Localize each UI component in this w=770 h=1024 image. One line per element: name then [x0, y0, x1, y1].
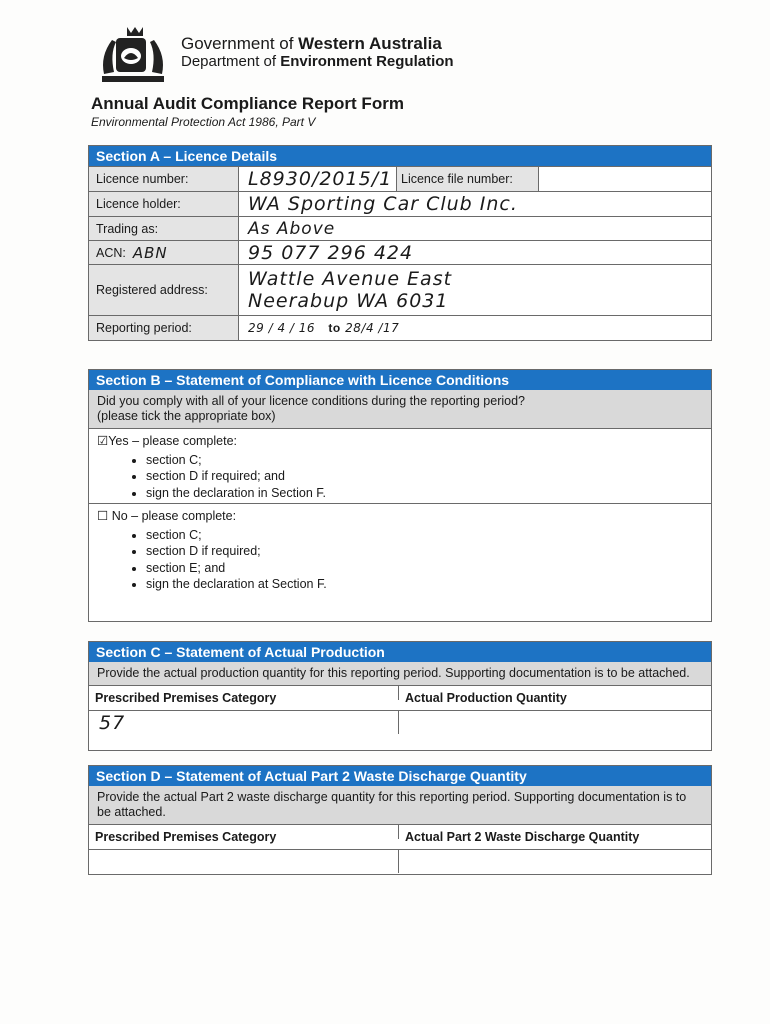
section-c-value-row	[89, 710, 711, 734]
reporting-period-label: Reporting period:	[89, 316, 239, 340]
section-d-title: Section D – Statement of Actual Part 2 Waste Discharge Quantity	[89, 766, 711, 786]
section-d-header-row	[89, 825, 711, 849]
acn-label: ACN: ABN	[89, 241, 239, 264]
section-d	[88, 765, 712, 875]
registered-address-label: Registered address:	[89, 265, 239, 315]
list-item: • section C;	[146, 452, 703, 469]
col-prescribed-premises-category: Prescribed Premises Category	[89, 825, 399, 839]
no-label: No – please complete:	[111, 509, 237, 523]
trading-as-label: Trading as:	[89, 217, 239, 240]
government-name: Government of Western Australia	[181, 34, 442, 53]
department-name: Department of Environment Regulation	[181, 53, 454, 70]
licence-file-number-label: Licence file number:	[396, 167, 539, 191]
row-reporting-period	[89, 315, 711, 340]
section-b-question: Did you comply with all of your licence conditions during the reporting period? (please tick the appropriate box)	[89, 390, 711, 428]
option-no	[89, 503, 711, 601]
licence-holder-label: Licence holder:	[89, 192, 239, 216]
acn-field[interactable]: 95 077 296 424	[248, 241, 414, 264]
option-yes	[89, 428, 711, 503]
wa-coat-of-arms-icon	[100, 24, 166, 86]
section-b	[88, 369, 712, 622]
form-title: Annual Audit Compliance Report Form	[91, 94, 404, 113]
yes-label: Yes – please complete:	[108, 434, 238, 448]
list-item: • section D if required; and	[146, 468, 703, 485]
licence-number-label: Licence number:	[89, 167, 239, 191]
row-registered-address	[89, 264, 711, 315]
no-checkbox[interactable]: ☐	[97, 509, 109, 523]
section-c	[88, 641, 712, 751]
production-quantity-field[interactable]	[399, 711, 711, 734]
list-item: • sign the declaration in Section F.	[146, 485, 703, 502]
section-c-description: Provide the actual production quantity for this reporting period. Supporting documentation is to be attached.	[89, 662, 711, 686]
section-d-value-row	[89, 849, 711, 873]
registered-address-field[interactable]: Wattle Avenue East Neerabup WA 6031	[248, 268, 453, 312]
list-item: • section D if required;	[146, 543, 703, 560]
category-field[interactable]: 57	[89, 711, 399, 734]
list-item: • section C;	[146, 527, 703, 544]
licence-holder-field[interactable]: WA Sporting Car Club Inc.	[248, 193, 518, 215]
list-item: • section E; and	[146, 560, 703, 577]
list-item: • sign the declaration at Section F.	[146, 576, 703, 593]
section-b-title: Section B – Statement of Compliance with Licence Conditions	[89, 370, 711, 390]
reporting-period-field[interactable]: 29 / 4 / 16 to 28/4 /17	[248, 321, 400, 335]
section-c-title: Section C – Statement of Actual Production	[89, 642, 711, 662]
yes-checkbox[interactable]: ☑	[97, 434, 109, 448]
col-prescribed-premises-category: Prescribed Premises Category	[89, 686, 399, 700]
col-actual-production-quantity: Actual Production Quantity	[405, 691, 567, 705]
section-a	[88, 145, 712, 341]
trading-as-field[interactable]: As Above	[248, 218, 336, 239]
waste-discharge-quantity-field[interactable]	[399, 850, 711, 873]
licence-number-field[interactable]: L8930/2015/1	[248, 168, 393, 190]
col-waste-discharge-quantity: Actual Part 2 Waste Discharge Quantity	[405, 830, 640, 844]
section-c-header-row	[89, 686, 711, 710]
row-licence-holder	[89, 191, 711, 216]
abn-handwritten: ABN	[132, 243, 168, 262]
section-d-description: Provide the actual Part 2 waste discharge quantity for this reporting period. Supporting documentation is to be attached.	[89, 786, 711, 825]
row-acn	[89, 240, 711, 264]
row-licence-number	[89, 166, 711, 191]
yes-list	[97, 452, 703, 502]
row-trading-as	[89, 216, 711, 240]
form-subtitle: Environmental Protection Act 1986, Part V	[91, 115, 316, 129]
no-list	[97, 527, 703, 593]
section-a-title: Section A – Licence Details	[89, 146, 711, 166]
category-field[interactable]	[89, 850, 399, 873]
